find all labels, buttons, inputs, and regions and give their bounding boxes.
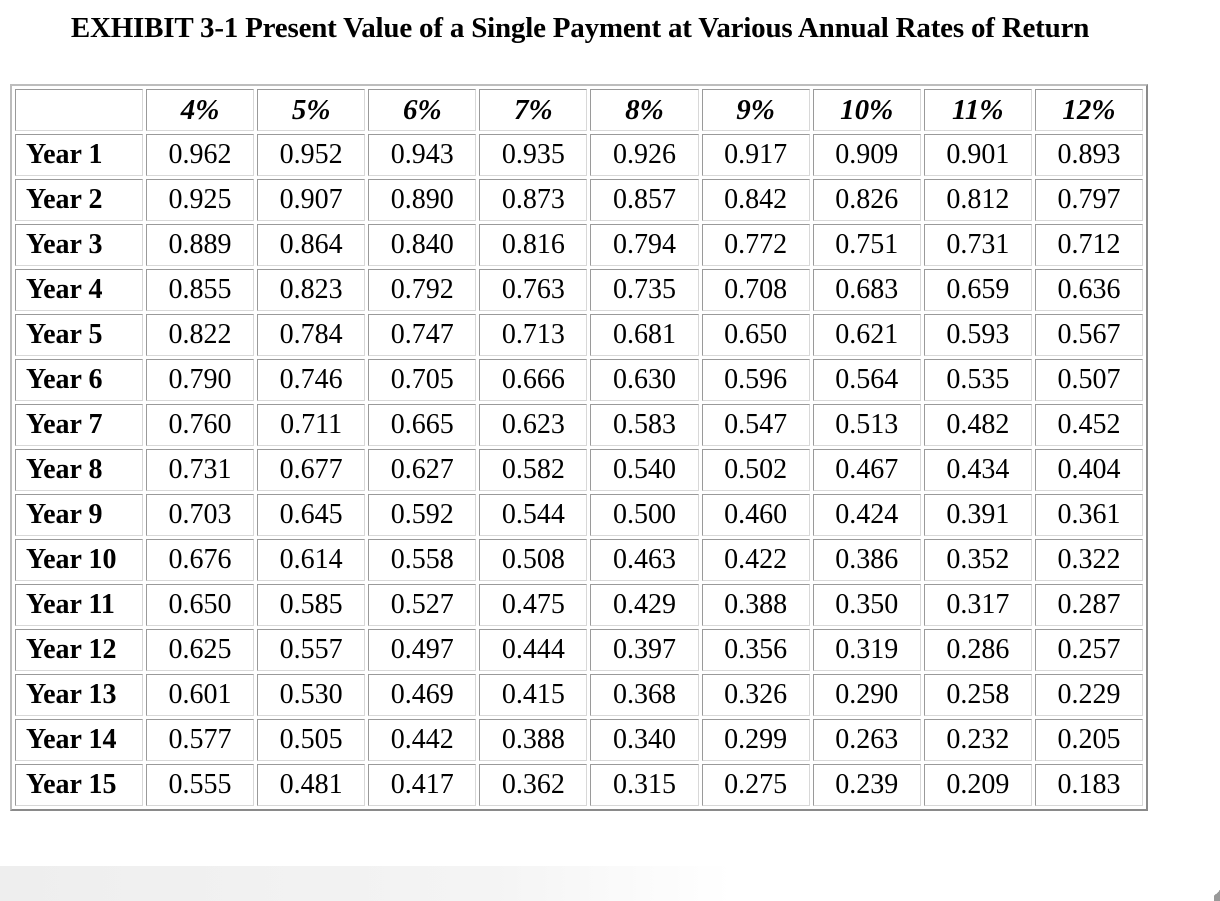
present-value-cell: 0.287 [1035,584,1143,626]
present-value-cell: 0.708 [702,269,810,311]
present-value-cell: 0.352 [924,539,1032,581]
table-row [15,314,1143,356]
rate-header: 8% [590,89,698,131]
year-label: Year 2 [15,179,143,221]
present-value-cell: 0.239 [813,764,921,806]
present-value-cell: 0.593 [924,314,1032,356]
year-label: Year 8 [15,449,143,491]
present-value-cell: 0.812 [924,179,1032,221]
table-row [15,674,1143,716]
table-row [15,449,1143,491]
present-value-cell: 0.388 [479,719,587,761]
table-row [15,584,1143,626]
present-value-cell: 0.397 [590,629,698,671]
table-row [15,134,1143,176]
present-value-cell: 0.630 [590,359,698,401]
present-value-cell: 0.823 [257,269,365,311]
present-value-cell: 0.592 [368,494,476,536]
present-value-cell: 0.962 [146,134,254,176]
present-value-cell: 0.705 [368,359,476,401]
present-value-cell: 0.290 [813,674,921,716]
present-value-cell: 0.625 [146,629,254,671]
present-value-cell: 0.873 [479,179,587,221]
present-value-cell: 0.893 [1035,134,1143,176]
present-value-cell: 0.362 [479,764,587,806]
present-value-cell: 0.229 [1035,674,1143,716]
year-label: Year 1 [15,134,143,176]
present-value-cell: 0.555 [146,764,254,806]
present-value-table [12,86,1146,809]
table-body [15,134,1143,806]
present-value-cell: 0.889 [146,224,254,266]
present-value-cell: 0.864 [257,224,365,266]
present-value-cell: 0.621 [813,314,921,356]
present-value-cell: 0.340 [590,719,698,761]
year-label: Year 6 [15,359,143,401]
present-value-cell: 0.505 [257,719,365,761]
present-value-cell: 0.645 [257,494,365,536]
present-value-cell: 0.368 [590,674,698,716]
present-value-cell: 0.857 [590,179,698,221]
rate-header: 6% [368,89,476,131]
present-value-cell: 0.735 [590,269,698,311]
present-value-cell: 0.205 [1035,719,1143,761]
present-value-cell: 0.943 [368,134,476,176]
present-value-cell: 0.322 [1035,539,1143,581]
present-value-cell: 0.713 [479,314,587,356]
present-value-cell: 0.677 [257,449,365,491]
present-value-cell: 0.460 [702,494,810,536]
rate-header: 5% [257,89,365,131]
present-value-cell: 0.535 [924,359,1032,401]
resize-corner-icon [1214,885,1220,901]
present-value-cell: 0.527 [368,584,476,626]
present-value-cell: 0.263 [813,719,921,761]
present-value-cell: 0.731 [924,224,1032,266]
table-row [15,764,1143,806]
present-value-cell: 0.614 [257,539,365,581]
present-value-cell: 0.467 [813,449,921,491]
present-value-cell: 0.582 [479,449,587,491]
present-value-cell: 0.751 [813,224,921,266]
present-value-cell: 0.558 [368,539,476,581]
year-label: Year 9 [15,494,143,536]
present-value-cell: 0.275 [702,764,810,806]
present-value-cell: 0.356 [702,629,810,671]
present-value-cell: 0.507 [1035,359,1143,401]
present-value-cell: 0.442 [368,719,476,761]
present-value-cell: 0.429 [590,584,698,626]
rate-header: 11% [924,89,1032,131]
present-value-cell: 0.482 [924,404,1032,446]
corner-cell [15,89,143,131]
present-value-cell: 0.326 [702,674,810,716]
present-value-cell: 0.583 [590,404,698,446]
present-value-cell: 0.746 [257,359,365,401]
year-label: Year 7 [15,404,143,446]
present-value-cell: 0.530 [257,674,365,716]
present-value-cell: 0.388 [702,584,810,626]
present-value-cell: 0.703 [146,494,254,536]
present-value-cell: 0.444 [479,629,587,671]
present-value-cell: 0.763 [479,269,587,311]
present-value-cell: 0.917 [702,134,810,176]
present-value-cell: 0.232 [924,719,1032,761]
present-value-cell: 0.585 [257,584,365,626]
present-value-cell: 0.183 [1035,764,1143,806]
table-row [15,179,1143,221]
year-label: Year 4 [15,269,143,311]
present-value-cell: 0.842 [702,179,810,221]
present-value-cell: 0.415 [479,674,587,716]
year-label: Year 3 [15,224,143,266]
present-value-cell: 0.909 [813,134,921,176]
present-value-cell: 0.544 [479,494,587,536]
table-row [15,719,1143,761]
present-value-cell: 0.463 [590,539,698,581]
present-value-cell: 0.361 [1035,494,1143,536]
present-value-cell: 0.665 [368,404,476,446]
present-value-cell: 0.659 [924,269,1032,311]
present-value-cell: 0.816 [479,224,587,266]
present-value-cell: 0.760 [146,404,254,446]
present-value-cell: 0.209 [924,764,1032,806]
present-value-cell: 0.497 [368,629,476,671]
year-label: Year 12 [15,629,143,671]
present-value-cell: 0.925 [146,179,254,221]
present-value-cell: 0.540 [590,449,698,491]
present-value-cell: 0.650 [146,584,254,626]
present-value-cell: 0.386 [813,539,921,581]
present-value-cell: 0.790 [146,359,254,401]
table-row [15,269,1143,311]
present-value-table-frame [10,84,1148,811]
present-value-cell: 0.907 [257,179,365,221]
present-value-cell: 0.481 [257,764,365,806]
present-value-cell: 0.826 [813,179,921,221]
present-value-cell: 0.475 [479,584,587,626]
present-value-cell: 0.840 [368,224,476,266]
year-label: Year 5 [15,314,143,356]
present-value-cell: 0.508 [479,539,587,581]
present-value-cell: 0.601 [146,674,254,716]
present-value-cell: 0.299 [702,719,810,761]
table-row [15,629,1143,671]
present-value-cell: 0.623 [479,404,587,446]
exhibit-title: EXHIBIT 3-1 Present Value of a Single Payment at Various Annual Rates of Return [70,12,1090,44]
present-value-cell: 0.596 [702,359,810,401]
present-value-cell: 0.258 [924,674,1032,716]
present-value-cell: 0.792 [368,269,476,311]
present-value-cell: 0.567 [1035,314,1143,356]
present-value-cell: 0.676 [146,539,254,581]
present-value-cell: 0.627 [368,449,476,491]
present-value-cell: 0.469 [368,674,476,716]
rate-header: 12% [1035,89,1143,131]
year-label: Year 14 [15,719,143,761]
present-value-cell: 0.650 [702,314,810,356]
present-value-cell: 0.636 [1035,269,1143,311]
present-value-cell: 0.502 [702,449,810,491]
present-value-cell: 0.855 [146,269,254,311]
present-value-cell: 0.417 [368,764,476,806]
present-value-cell: 0.513 [813,404,921,446]
table-row [15,539,1143,581]
present-value-cell: 0.711 [257,404,365,446]
present-value-cell: 0.666 [479,359,587,401]
present-value-cell: 0.404 [1035,449,1143,491]
rate-header: 10% [813,89,921,131]
present-value-cell: 0.683 [813,269,921,311]
present-value-cell: 0.317 [924,584,1032,626]
year-label: Year 13 [15,674,143,716]
rate-header: 7% [479,89,587,131]
present-value-cell: 0.424 [813,494,921,536]
year-label: Year 10 [15,539,143,581]
present-value-cell: 0.434 [924,449,1032,491]
table-row [15,404,1143,446]
year-label: Year 11 [15,584,143,626]
present-value-cell: 0.822 [146,314,254,356]
year-label: Year 15 [15,764,143,806]
present-value-cell: 0.681 [590,314,698,356]
present-value-cell: 0.557 [257,629,365,671]
present-value-cell: 0.452 [1035,404,1143,446]
present-value-cell: 0.926 [590,134,698,176]
present-value-cell: 0.391 [924,494,1032,536]
present-value-cell: 0.731 [146,449,254,491]
page-footer-shade [0,866,1220,901]
present-value-cell: 0.422 [702,539,810,581]
header-row [15,89,1143,131]
rate-header: 4% [146,89,254,131]
table-row [15,359,1143,401]
present-value-cell: 0.315 [590,764,698,806]
present-value-cell: 0.577 [146,719,254,761]
present-value-cell: 0.794 [590,224,698,266]
present-value-cell: 0.547 [702,404,810,446]
table-row [15,494,1143,536]
present-value-cell: 0.350 [813,584,921,626]
present-value-cell: 0.772 [702,224,810,266]
table-row [15,224,1143,266]
present-value-cell: 0.564 [813,359,921,401]
present-value-cell: 0.747 [368,314,476,356]
present-value-cell: 0.890 [368,179,476,221]
present-value-cell: 0.797 [1035,179,1143,221]
present-value-cell: 0.257 [1035,629,1143,671]
present-value-cell: 0.901 [924,134,1032,176]
present-value-cell: 0.784 [257,314,365,356]
present-value-cell: 0.952 [257,134,365,176]
present-value-cell: 0.500 [590,494,698,536]
present-value-cell: 0.935 [479,134,587,176]
present-value-cell: 0.319 [813,629,921,671]
present-value-cell: 0.712 [1035,224,1143,266]
rate-header: 9% [702,89,810,131]
present-value-cell: 0.286 [924,629,1032,671]
